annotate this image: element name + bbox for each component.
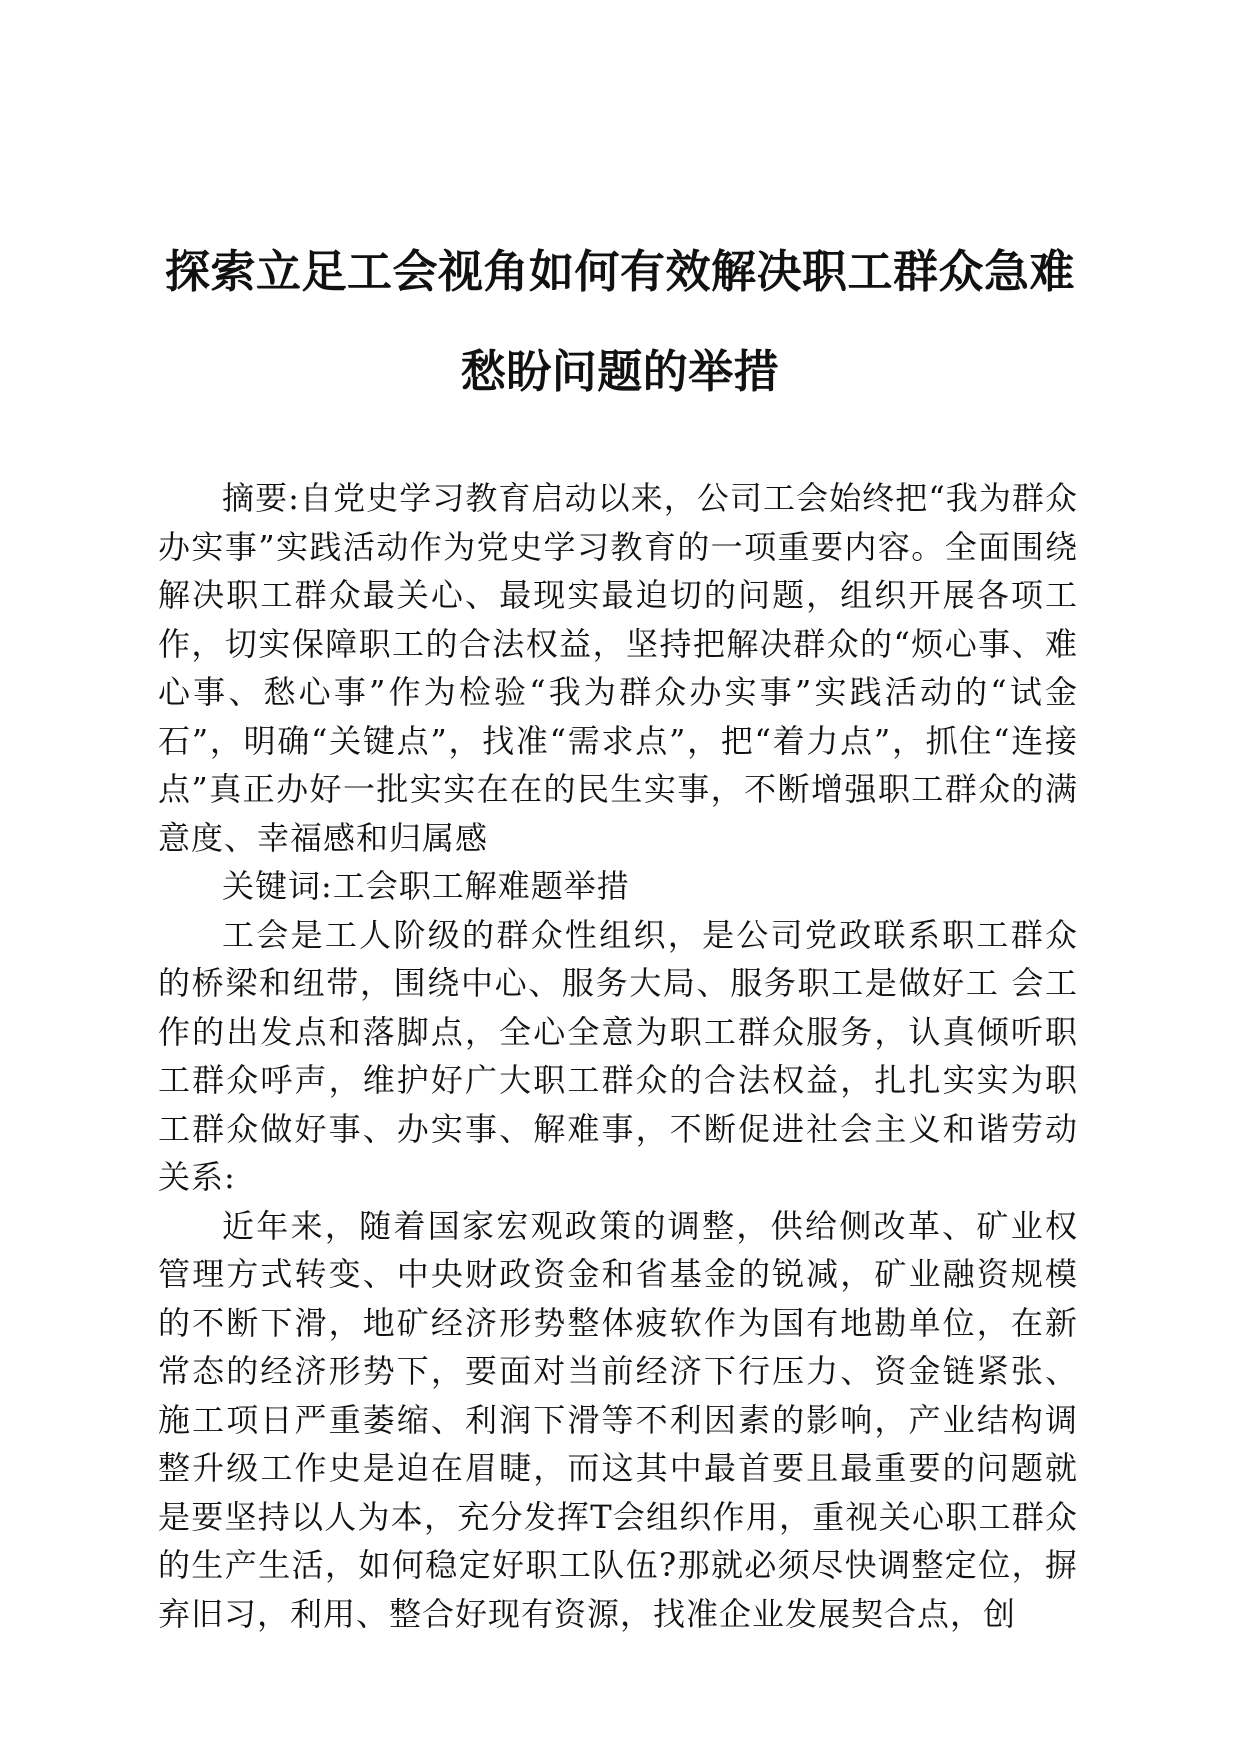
abstract-paragraph: 摘要:自党史学习教育启动以来，公司工会始终把“我为群众办实事”实践活动作为党史学习教育的一项重要内容。全面围绕解决职工群众最关心、最现实最迫切的问题，组织开展各项工作，切实保障职工的合法权益，坚持把解决群众的“烦心事、难心事、愁心事”作为检验“我为群众办实事”实践活动的“试金石”，明确“关键点”，找准“需求点”，把“着力点”，抓住“连接点”真正办好一批实实在在的民生实事，不断增强职工群众的满意度、幸福感和归属感 — [158, 479, 1078, 857]
body-paragraph: 工会是工人阶级的群众性组织，是公司党政联系职工群众的桥梁和纽带，围绕中心、服务大局、服务职工是做好工 会工作的出发点和落脚点，全心全意为职工群众服务，认真倾听职工群众呼声，维护好广大职工群众的合法权益，扎扎实实为职工群众做好事、办实事、解难事，不断促进社会主义和谐劳动关系: — [158, 915, 1078, 1196]
title-line-1: 探索立足工会视角如何有效解决职工群众急难 — [164, 245, 1075, 298]
document-title — [150, 222, 1090, 422]
document-body — [158, 474, 1078, 1638]
title-line-2: 愁盼问题的举措 — [460, 345, 780, 398]
keywords-paragraph: 关键词:工会职工解难题举措 — [222, 867, 630, 905]
body-paragraph: 近年来，随着国家宏观政策的调整，供给侧改革、矿业权管理方式转变、中央财政资金和省基金的锐减，矿业融资规模的不断下滑，地矿经济形势整体疲软作为国有地勘单位，在新常态的经济形势下，要面对当前经济下行压力、资金链紧张、施工项日严重萎缩、利润下滑等不利因素的影响，产业结构调整升级工作史是迫在眉睫，而这其中最首要且最重要的问题就是要坚持以人为本，充分发挥T会组织作用，重视关心职工群众的生产生活，如何稳定好职工队伍?那就必须尽快调整定位，摒弃旧习，利用、整合好现有资源，找准企业发展契合点，创 — [158, 1206, 1078, 1633]
